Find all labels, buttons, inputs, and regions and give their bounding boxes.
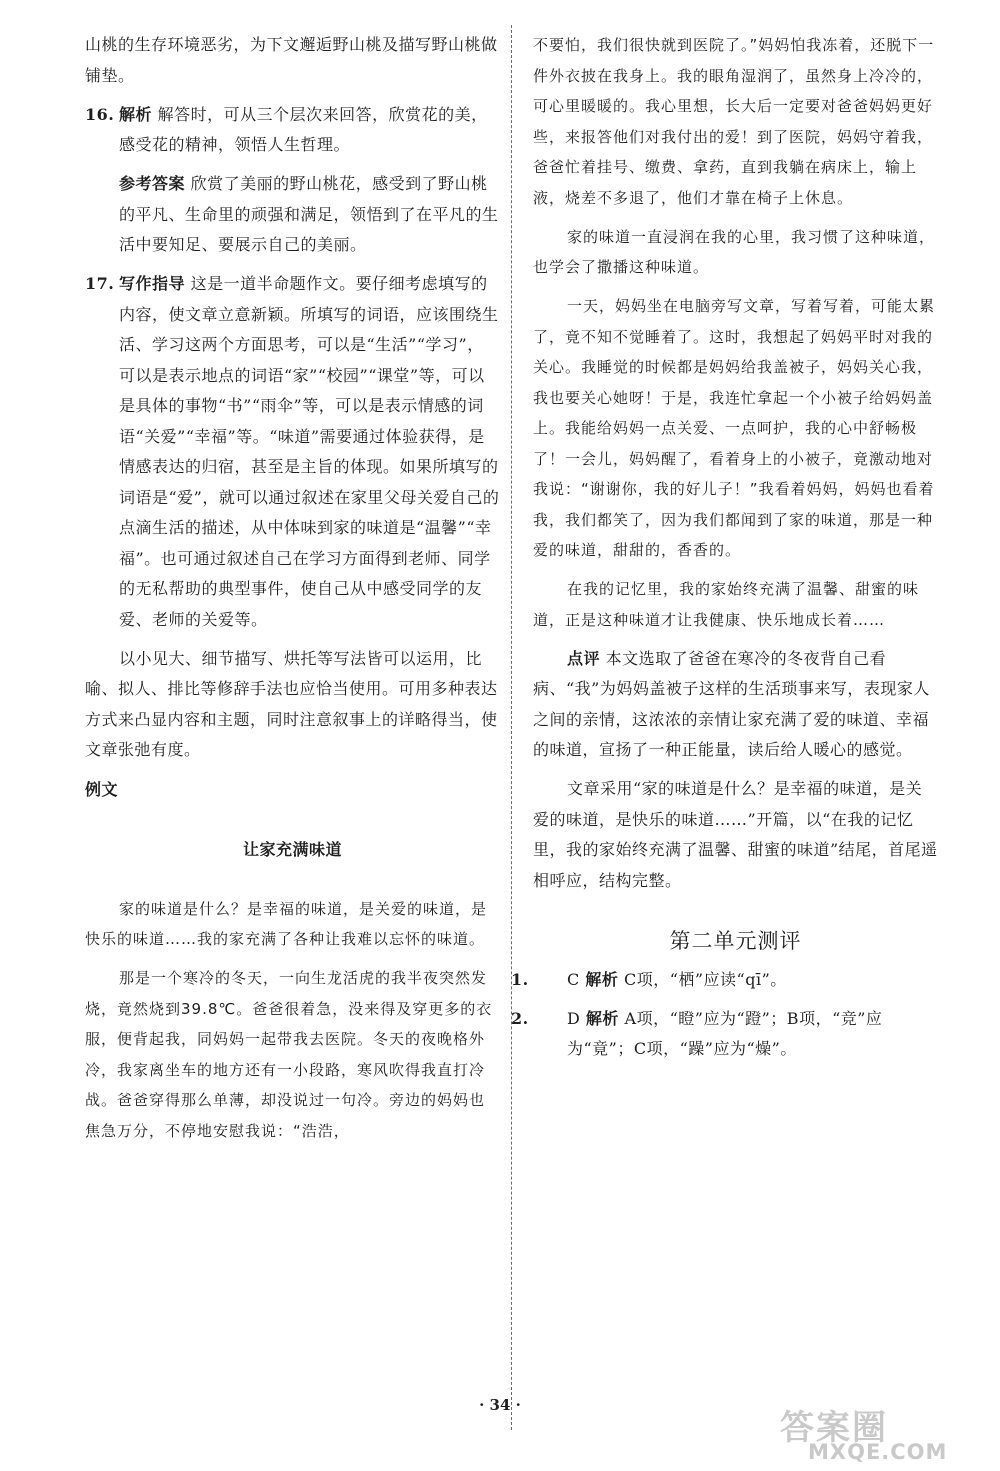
essay-paragraph: 家的味道一直浸润在我的心里，我习惯了这种味道，也学会了撒播这种味道。 — [533, 227, 936, 276]
writing-guide-paragraph — [119, 269, 500, 635]
comment-label: 点评 — [567, 648, 601, 668]
question-number: 17. — [85, 274, 115, 293]
watermark-logo: 答案圈 — [780, 1408, 888, 1448]
analysis-text: A项，“瞪”应为“蹬”；B项，“竞”应为“竟”；C项，“躁”应为“燥”。 — [567, 1008, 883, 1058]
analysis-label: 解析 — [585, 1008, 619, 1028]
answer-choice: C — [567, 969, 580, 989]
analysis-text: C项，“栖”应读“qī”。 — [623, 969, 787, 989]
writing-guide-paragraph-2: 以小见大、细节描写、烘托等写法皆可以运用，比喻、拟人、排比等修辞手法也应恰当使用。可用多种表达方式来凸显内容和主题，同时注意叙事上的详略得当，使文章张弛有度。 — [85, 648, 498, 759]
essay-paragraph: 在我的记忆里，我的家始终充满了温馨、甜蜜的味道，正是这种味道才让我健康、快乐地成长着…… — [533, 580, 920, 629]
essay-paragraph: 家的味道是什么？是幸福的味道，是关爱的味道，是快乐的味道……我的家充满了各种让我难以忘怀的味道。 — [85, 899, 488, 948]
unit-title: 第二单元测评 — [669, 929, 802, 953]
analysis-paragraph — [119, 100, 500, 161]
right-column — [511, 30, 938, 1065]
watermark-url: MXQE.COM — [808, 1440, 948, 1464]
comment-paragraph — [533, 644, 938, 766]
comment-text: 本文选取了爸爸在寒冷的冬夜背自己看病、“我”为妈妈盖被子这样的生活琐事来写，表现家人之间的亲情，这浓浓的亲情让家充满了爱的味道、幸福的味道，宣扬了一种正能量，读后给人暖心的感觉。 — [533, 648, 930, 759]
comment-paragraph-2: 文章采用“家的味道是什么？是幸福的味道，是关爱的味道，是快乐的味道……”开篇，以“在我的记忆里，我的家始终充满了温馨、甜蜜的味道”结尾，首尾遥相呼应，结构完整。 — [533, 779, 938, 890]
analysis-text: 解答时，可从三个层次来回答，欣赏花的美，感受花的精神，领悟人生哲理。 — [119, 104, 488, 154]
answer-number: 2. — [511, 1008, 529, 1028]
example-label: 例文 — [85, 779, 119, 799]
essay-paragraph: 那是一个寒冷的冬天，一向生龙活虎的我半夜突然发烧，竟然烧到39.8℃。爸爸很着急，没来得及穿更多的衣服，便背起我，同妈妈一起带我去医院。冬天的夜晚格外冷，我家离坐车的地方还有一小段路，寒风吹得我直打冷战。爸爸穿得那么单薄，却没说过一句冷。旁边的妈妈也焦急万分，不停地安慰我说：“浩浩， — [85, 969, 493, 1140]
question-17 — [85, 269, 500, 635]
watermark — [780, 1400, 970, 1468]
reference-answer-text: 欣赏了美丽的野山桃花，感受到了野山桃的平凡、生命里的顽强和满足，领悟到了在平凡的生活中要知足、要展示自己的美丽。 — [119, 174, 499, 254]
writing-guide-label: 写作指导 — [119, 274, 186, 293]
analysis-label: 解析 — [585, 969, 619, 989]
question-16 — [85, 100, 500, 261]
answer-2 — [511, 1004, 938, 1065]
page-number: · 34 · — [479, 1396, 521, 1414]
essay-paragraph: 不要怕，我们很快就到医院了。”妈妈怕我冻着，还脱下一件外衣披在我身上。我的眼角湿润了，虽然身上冷冷的，可心里暖暖的。我心里想，长大后一定要对爸爸妈妈更好些，来报答他们对我付出的爱！到了医院，妈妈守着我，爸爸忙着挂号、缴费、拿药，直到我躺在病床上，输上液，烧差不多退了，他们才靠在椅子上休息。 — [533, 36, 935, 207]
left-column — [85, 30, 500, 1146]
reference-answer-paragraph — [119, 169, 500, 261]
column-divider — [511, 25, 512, 1430]
continued-text: 山桃的生存环境恶劣，为下文邂逅野山桃及描写野山桃做铺垫。 — [85, 35, 498, 85]
answer-1 — [511, 965, 938, 996]
question-number: 16. — [85, 104, 115, 124]
analysis-label: 解析 — [119, 104, 153, 124]
essay-title: 让家充满味道 — [242, 840, 342, 859]
answer-number: 1. — [511, 969, 529, 989]
writing-guide-text: 这是一道半命题作文。要仔细考虑填写的内容，使文章立意新颖。所填写的词语，应该围绕生活、学习这两个方面思考，可以是“生活”“学习”，可以是表示地点的词语“家”“校园”“课堂”等，可以是具体的事物“书”“雨伞”等，可以是表示情感的词语“关爱”“幸福”等。“味道”需要通过体验获得，是情感表达的归宿，甚至是主旨的体现。如果所填写的词语是“爱”，就可以通过叙述在家里父母关爱自己的点滴生活的描述，从中体味到家的味道是“温馨”“幸福”。也可通过叙述自己在学习方面得到老师、同学的无私帮助的典型事件，使自己从中感受同学的友爱、老师的关爱等。 — [119, 274, 500, 629]
essay-paragraph: 一天，妈妈坐在电脑旁写文章，写着写着，可能太累了，竟不知不觉睡着了。这时，我想起了妈妈平时对我的关心。我睡觉的时候都是妈妈给我盖被子，妈妈关心我，我也要关心她呀！于是，我连忙拿起一个小被子给妈妈盖上。我能给妈妈一点关爱、一点呵护，我的心中舒畅极了！一会儿，妈妈醒了，看着身上的小被子，竟激动地对我说：“谢谢你，我的好儿子！”我看着妈妈，妈妈也看着我，我们都笑了，因为我们都闻到了家的味道，那是一种爱的味道，甜甜的，香香的。 — [533, 297, 936, 559]
reference-answer-label: 参考答案 — [119, 174, 186, 193]
answer-choice: D — [567, 1008, 581, 1028]
